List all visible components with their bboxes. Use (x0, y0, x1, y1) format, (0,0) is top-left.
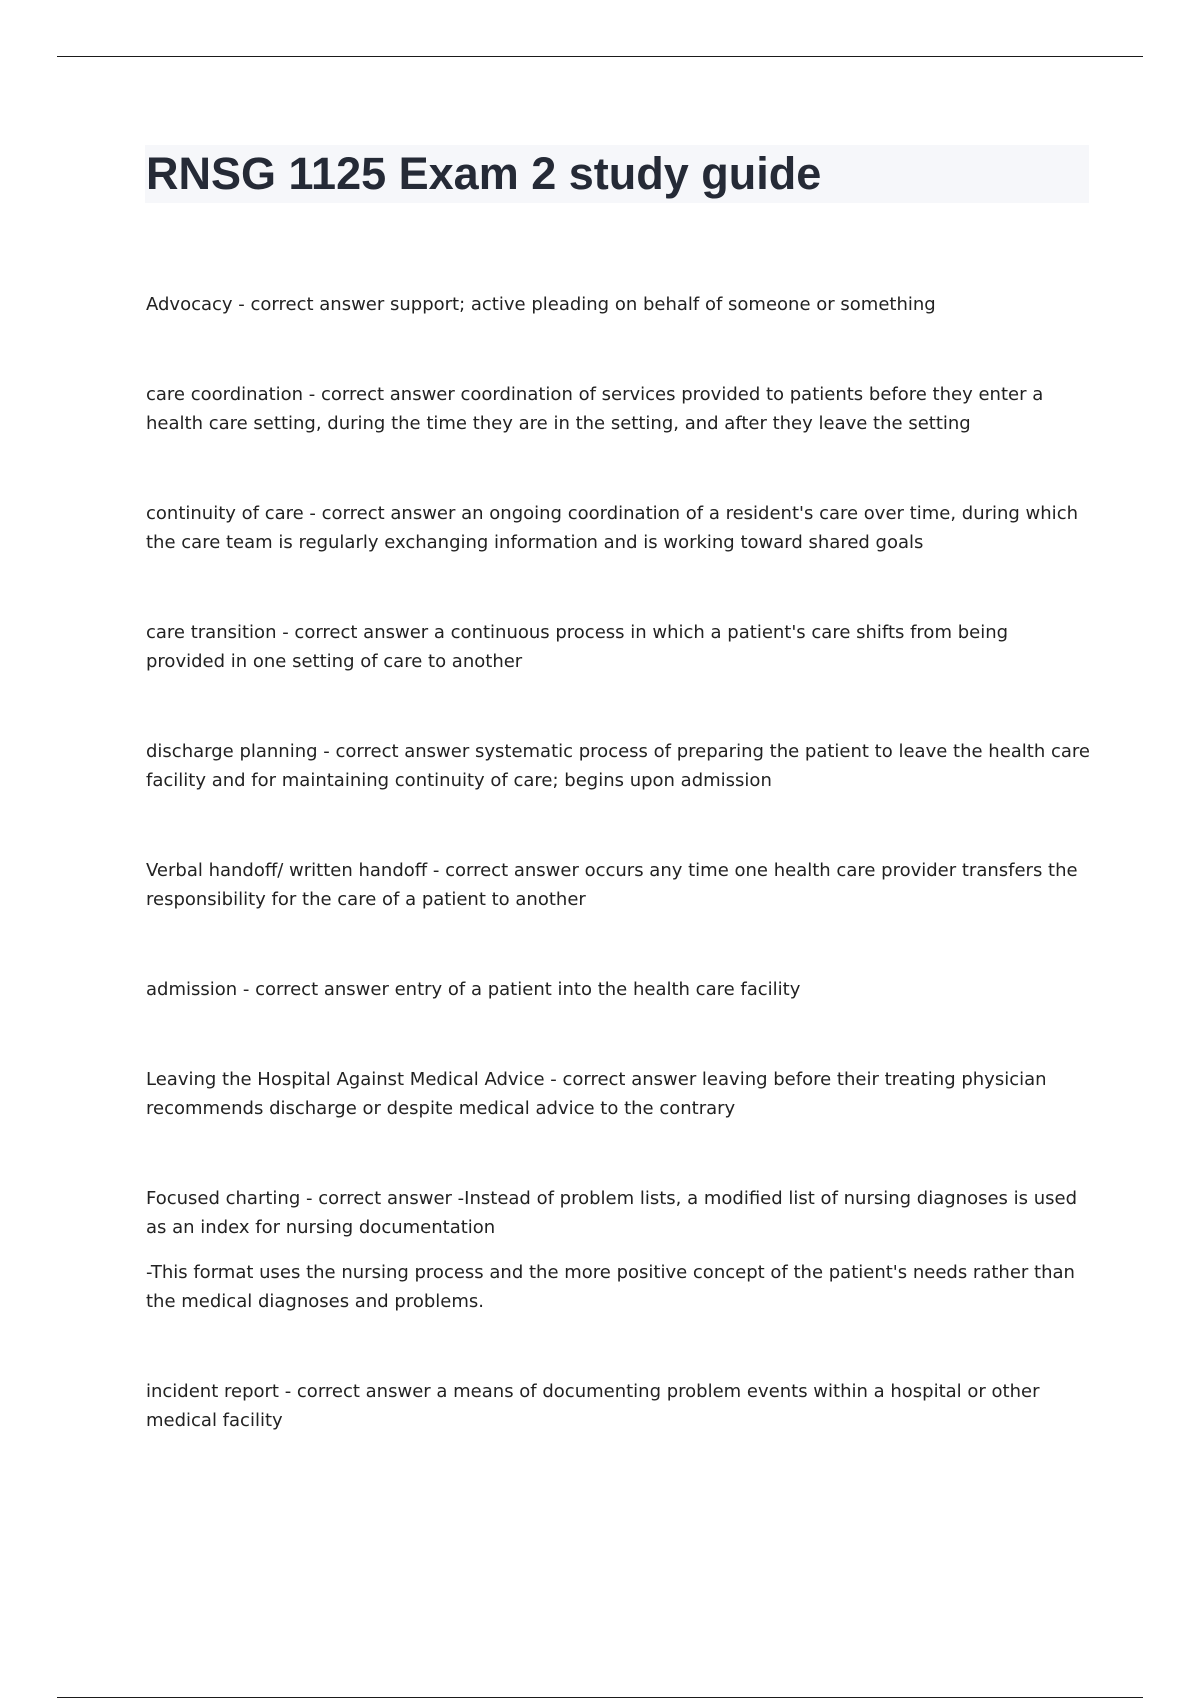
entry-text: care coordination - correct answer coordination of services provided to patients before they enter a health care setting, during the time they are in the setting, and after they leave the setting (146, 384, 1044, 434)
entry-text: Advocacy - correct answer support; active pleading on behalf of someone or something (146, 294, 936, 315)
entry-text: continuity of care - correct answer an ongoing coordination of a resident's care over time, during which the care team is regularly exchanging information and is working toward shared goals (146, 503, 1078, 553)
bottom-divider (57, 1697, 1143, 1698)
entry-text: care transition - correct answer a continuous process in which a patient's care shifts from being provided in one setting of care to another (146, 622, 1009, 672)
entry-incident-report (146, 1377, 1092, 1435)
entry-continuity-of-care (146, 499, 1092, 557)
entry-text: Verbal handoff/ written handoff - correct answer occurs any time one health care provider transfers the responsibility for the care of a patient to another (146, 860, 1078, 910)
entry-verbal-handoff (146, 856, 1092, 914)
page-title: RNSG 1125 Exam 2 study guide (146, 148, 822, 199)
top-divider (57, 56, 1143, 57)
entry-admission (146, 975, 1092, 1004)
entry-care-coordination (146, 380, 1092, 438)
entry-care-transition (146, 618, 1092, 676)
entry-text: Leaving the Hospital Against Medical Advice - correct answer leaving before their treating physician recommends discharge or despite medical advice to the contrary (146, 1069, 1047, 1119)
entry-advocacy (146, 290, 1092, 319)
study-guide-entries (146, 290, 1092, 1496)
entry-text-continued: -This format uses the nursing process and the more positive concept of the patient's needs rather than the medical diagnoses and problems. (146, 1262, 1075, 1312)
entry-text: discharge planning - correct answer systematic process of preparing the patient to leave the health care facility and for maintaining continuity of care; begins upon admission (146, 741, 1090, 791)
entry-text: Focused charting - correct answer -Instead of problem lists, a modified list of nursing diagnoses is used as an index for nursing documentation (146, 1188, 1078, 1238)
entry-focused-charting (146, 1184, 1092, 1316)
entry-discharge-planning (146, 737, 1092, 795)
entry-text: incident report - correct answer a means of documenting problem events within a hospital or other medical facility (146, 1381, 1040, 1431)
entry-text: admission - correct answer entry of a patient into the health care facility (146, 979, 801, 1000)
entry-leaving-ama (146, 1065, 1092, 1123)
